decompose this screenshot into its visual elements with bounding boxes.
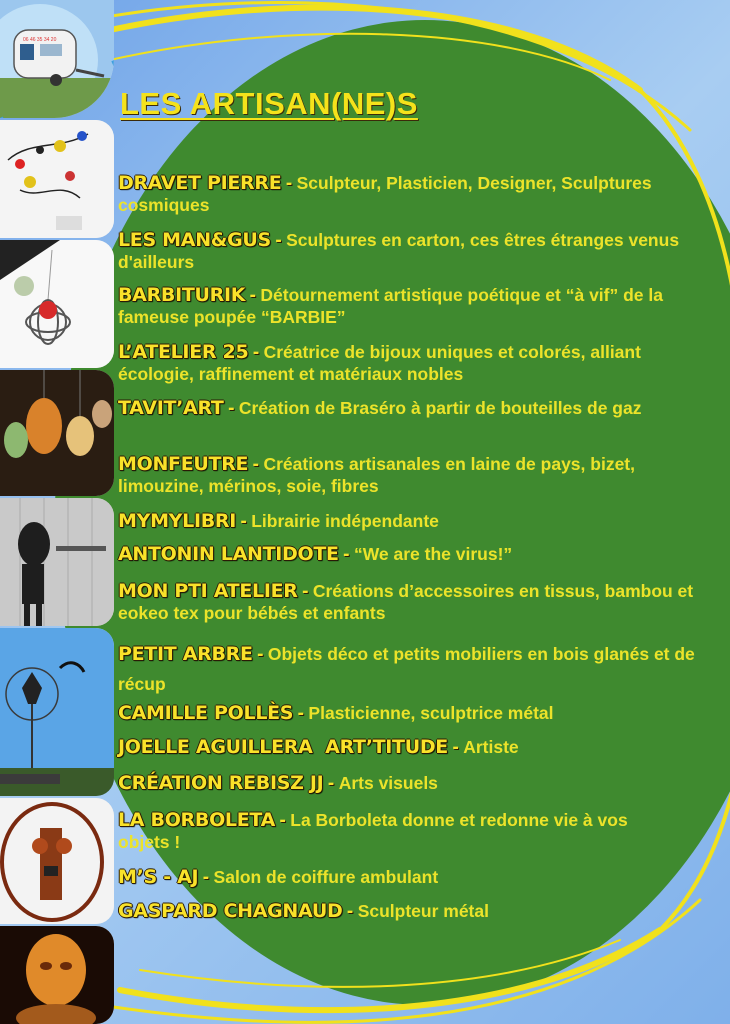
separator: -: [252, 454, 259, 475]
artisan-description: Sculpteur métal: [357, 901, 489, 921]
artisan-name: TAVIT’ART: [118, 397, 224, 419]
mobile-sculpture-photo: [0, 120, 114, 238]
separator: -: [327, 773, 335, 794]
artisan-name: LA BORBOLETA: [118, 809, 276, 831]
artisan-description: Créations artisanales en laine de pays, bizet, limouzine, mérinos, soie, fibres: [118, 454, 635, 496]
artisan-description: Sculpteur, Plasticien, Designer, Sculptures cosmiques: [118, 173, 652, 215]
artisan-description: Arts visuels: [338, 773, 438, 793]
page-title: LES ARTISAN(NE)S: [120, 86, 418, 121]
artisan-entry: [118, 230, 718, 274]
artisan-name: L’ATELIER 25: [118, 341, 249, 363]
artisan-name: CAMILLE POLLÈS: [118, 702, 294, 724]
separator: -: [252, 342, 260, 363]
flower-pendant-photo: [0, 240, 114, 368]
svg-text:06 46 35 34 20: 06 46 35 34 20: [23, 37, 57, 43]
artisan-entry: [118, 544, 718, 566]
artisan-name: JOELLE AGUILLERA ART’TITUDE: [118, 736, 448, 758]
separator: -: [257, 644, 264, 665]
artisan-description: Créations d’accessoires en tissus, bambou et eokeo tex pour bébés et enfants: [118, 581, 694, 623]
artisan-entry: [118, 901, 718, 923]
artisan-name: CRÉATION REBISZ JJ: [118, 772, 324, 794]
artisan-entry: [118, 703, 718, 725]
artisan-entry: [118, 398, 718, 420]
separator: -: [302, 581, 309, 602]
artisan-name: M’S - AJ: [118, 866, 199, 888]
separator: -: [275, 230, 282, 251]
photo-strip: [0, 0, 116, 1024]
mask-sculpture-photo: [0, 798, 114, 924]
artisan-entry: [118, 173, 718, 217]
artisan-entry: [118, 454, 718, 498]
artisan-description: Artiste: [463, 737, 519, 757]
caravan-photo: [0, 0, 114, 118]
artisan-name: MONFEUTRE: [118, 453, 249, 475]
glowing-face-photo: [0, 926, 114, 1024]
artisan-name: LES MAN&GUS: [118, 229, 271, 251]
separator: -: [452, 737, 459, 758]
artisan-description: Détournement artistique poétique et “à vif” de la fameuse poupée “BARBIE”: [118, 285, 663, 327]
artisan-entry: [118, 581, 718, 625]
separator: -: [297, 703, 304, 724]
sculpture-sky-photo: [0, 628, 114, 796]
artisan-name: PETIT ARBRE: [118, 643, 253, 665]
separator: -: [285, 173, 293, 194]
separator: -: [240, 511, 247, 532]
separator: -: [346, 901, 354, 922]
artisan-entry: [118, 773, 718, 795]
artisan-description: Création de Braséro à partir de bouteilles de gaz: [238, 398, 642, 418]
artisan-name: DRAVET PIERRE: [118, 172, 282, 194]
artisan-name: MYMYLIBRI: [118, 510, 236, 532]
separator: -: [202, 867, 210, 888]
artisan-description: Librairie indépendante: [251, 511, 439, 531]
artisan-entry: [118, 342, 718, 386]
artisan-entry: [118, 810, 638, 854]
artisan-name: MON PTI ATELIER: [118, 580, 298, 602]
artisan-name: GASPARD CHAGNAUD: [118, 900, 343, 922]
lanterns-photo: [0, 370, 114, 496]
artisan-entry: [118, 511, 718, 533]
artisan-entry: [118, 640, 718, 700]
artisan-description: Objets déco et petits mobiliers en bois glanés et de récup: [118, 644, 695, 694]
separator: -: [249, 285, 256, 306]
artisan-description: Plasticienne, sculptrice métal: [308, 703, 554, 723]
artisan-entry: [118, 867, 718, 889]
artisan-description: “We are the virus!”: [353, 544, 513, 564]
artisan-description: Créatrice de bijoux uniques et colorés, alliant écologie, raffinement et matériaux nobles: [118, 342, 641, 384]
separator: -: [343, 544, 350, 565]
separator: -: [279, 810, 286, 831]
shadow-figure-photo: [0, 498, 114, 626]
artisan-name: BARBITURIK: [118, 284, 246, 306]
artisan-description: La Borboleta donne et redonne vie à vos objets !: [118, 810, 628, 852]
artisan-description: Sculptures en carton, ces êtres étranges venus d'ailleurs: [118, 230, 680, 272]
artisan-entry: [118, 285, 718, 329]
artisan-name: ANTONIN LANTIDOTE: [118, 543, 339, 565]
separator: -: [228, 398, 235, 419]
artisan-entry: [118, 737, 718, 759]
artisan-description: Salon de coiffure ambulant: [213, 867, 439, 887]
